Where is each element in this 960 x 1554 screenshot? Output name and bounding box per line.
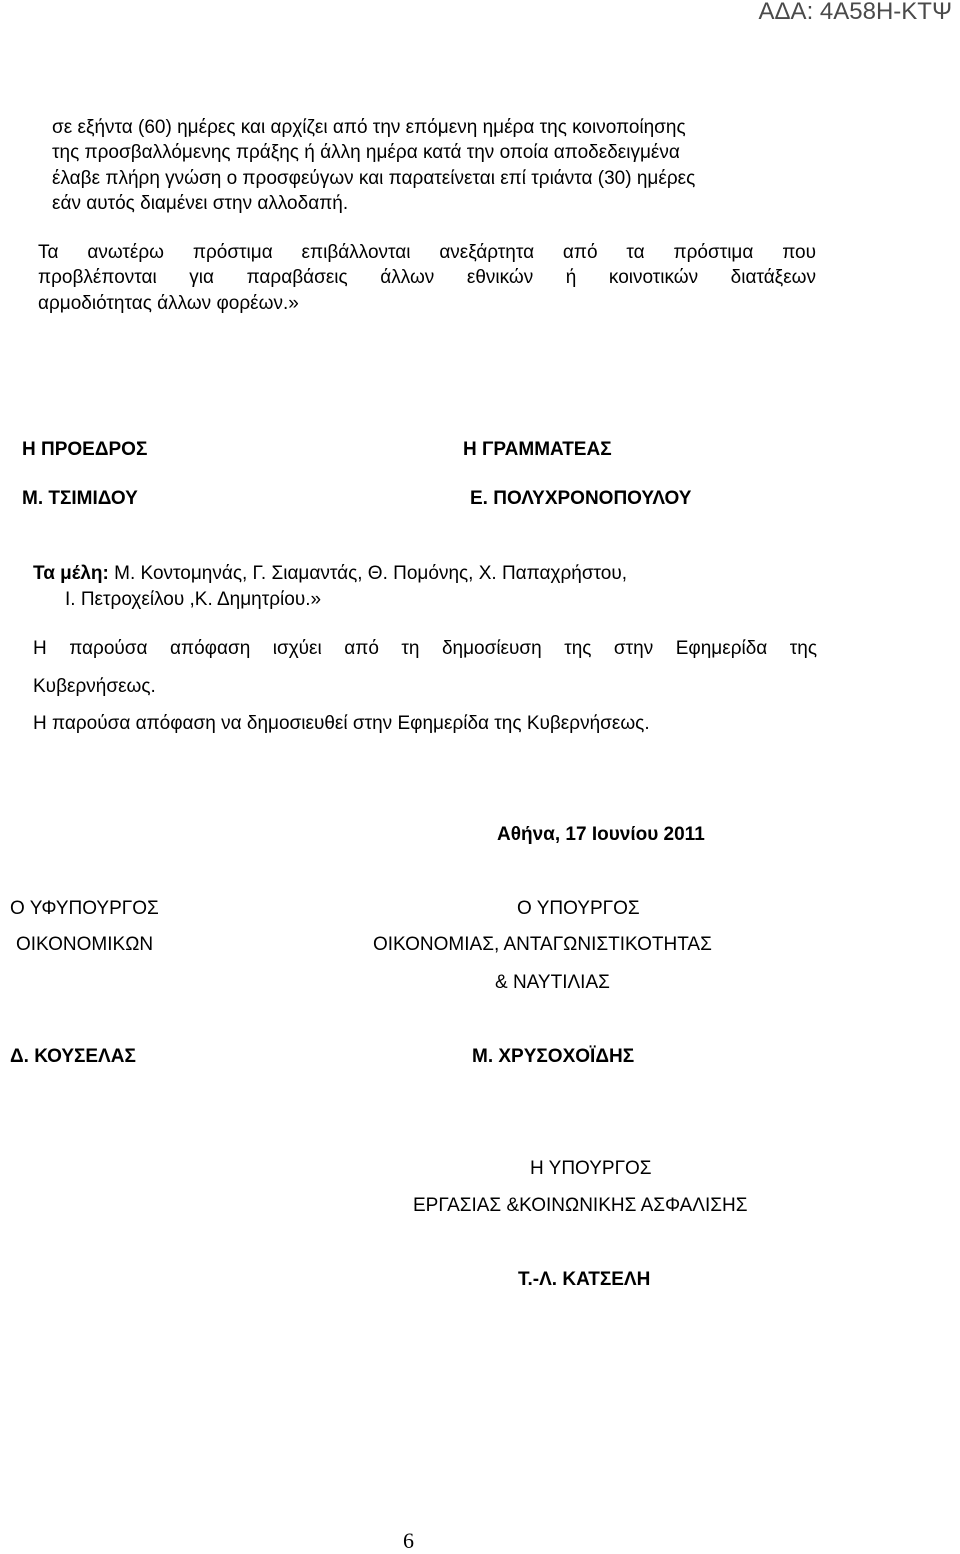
members-list: Μ. Κοντομηνάς, Γ. Σιαμαντάς, Θ. Πομόνης, Χ. Παπαχρήστου, (108, 563, 628, 584)
deputy-minister-title: Ο ΥΦΥΠΟΥΡΓΟΣ (10, 898, 159, 919)
minister-name: Μ. ΧΡΥΣΟΧΟΪΔΗΣ (472, 1046, 635, 1067)
publication-line: Η παρούσα απόφαση να δημοσιευθεί στην Εφημερίδα της Κυβερνήσεως. (33, 713, 650, 734)
secretary-name: Ε. ΠΟΛΥΧΡΟΝΟΠΟΥΛΟΥ (470, 488, 692, 509)
validity-line-1: Η παρούσα απόφαση ισχύει από τη δημοσίευση της στην Εφημερίδα της (33, 638, 817, 659)
validity-line-2: Κυβερνήσεως. (33, 676, 156, 697)
members-label: Τα μέλη: (33, 563, 109, 584)
labour-minister-name: Τ.-Λ. ΚΑΤΣΕΛΗ (518, 1269, 651, 1290)
chair-name: Μ. ΤΣΙΜΙΔΟΥ (22, 488, 138, 509)
continuation-line-2: της προσβαλλόμενης πράξης ή άλλη ημέρα κατά την οποία αποδεδειγμένα (52, 142, 680, 163)
members-line-1 (33, 561, 627, 587)
chair-title: Η ΠΡΟΕΔΡΟΣ (22, 439, 148, 460)
fines-line-1: Τα ανωτέρω πρόστιμα επιβάλλονται ανεξάρτητα από τα πρόστιμα που (38, 242, 816, 263)
continuation-line-4: εάν αυτός διαμένει στην αλλοδαπή. (52, 193, 349, 214)
minister-ministry-line-1: ΟΙΚΟΝΟΜΙΑΣ, ΑΝΤΑΓΩΝΙΣΤΙΚΟΤΗΤΑΣ (373, 934, 712, 955)
ada-code: ΑΔΑ: 4Α58Η-ΚΤΨ (758, 0, 952, 25)
fines-line-2: προβλέπονται για παραβάσεις άλλων εθνικών ή κοινοτικών διατάξεων (38, 267, 816, 288)
date-place: Αθήνα, 17 Ιουνίου 2011 (497, 824, 705, 845)
deputy-minister-name: Δ. ΚΟΥΣΕΛΑΣ (10, 1046, 136, 1067)
labour-minister-ministry: ΕΡΓΑΣΙΑΣ &ΚΟΙΝΩΝΙΚΗΣ ΑΣΦΑΛΙΣΗΣ (413, 1195, 748, 1216)
page-number: 6 (403, 1528, 414, 1553)
minister-title: Ο ΥΠΟΥΡΓΟΣ (517, 898, 640, 919)
deputy-minister-ministry: ΟΙΚΟΝΟΜΙΚΩΝ (16, 934, 154, 955)
continuation-line-3: έλαβε πλήρη γνώση ο προσφεύγων και παρατείνεται επί τριάντα (30) ημέρες (52, 168, 696, 189)
members-line-2: Ι. Πετροχείλου ,Κ. Δημητρίου.» (65, 589, 322, 610)
continuation-line-1: σε εξήντα (60) ημέρες και αρχίζει από την επόμενη ημέρα της κοινοποίησης (52, 117, 686, 138)
labour-minister-title: Η ΥΠΟΥΡΓΟΣ (530, 1158, 652, 1179)
secretary-title: Η ΓΡΑΜΜΑΤΕΑΣ (463, 439, 612, 460)
fines-line-3: αρμοδιότητας άλλων φορέων.» (38, 293, 299, 314)
minister-ministry-line-2: & ΝΑΥΤΙΛΙΑΣ (495, 972, 610, 993)
